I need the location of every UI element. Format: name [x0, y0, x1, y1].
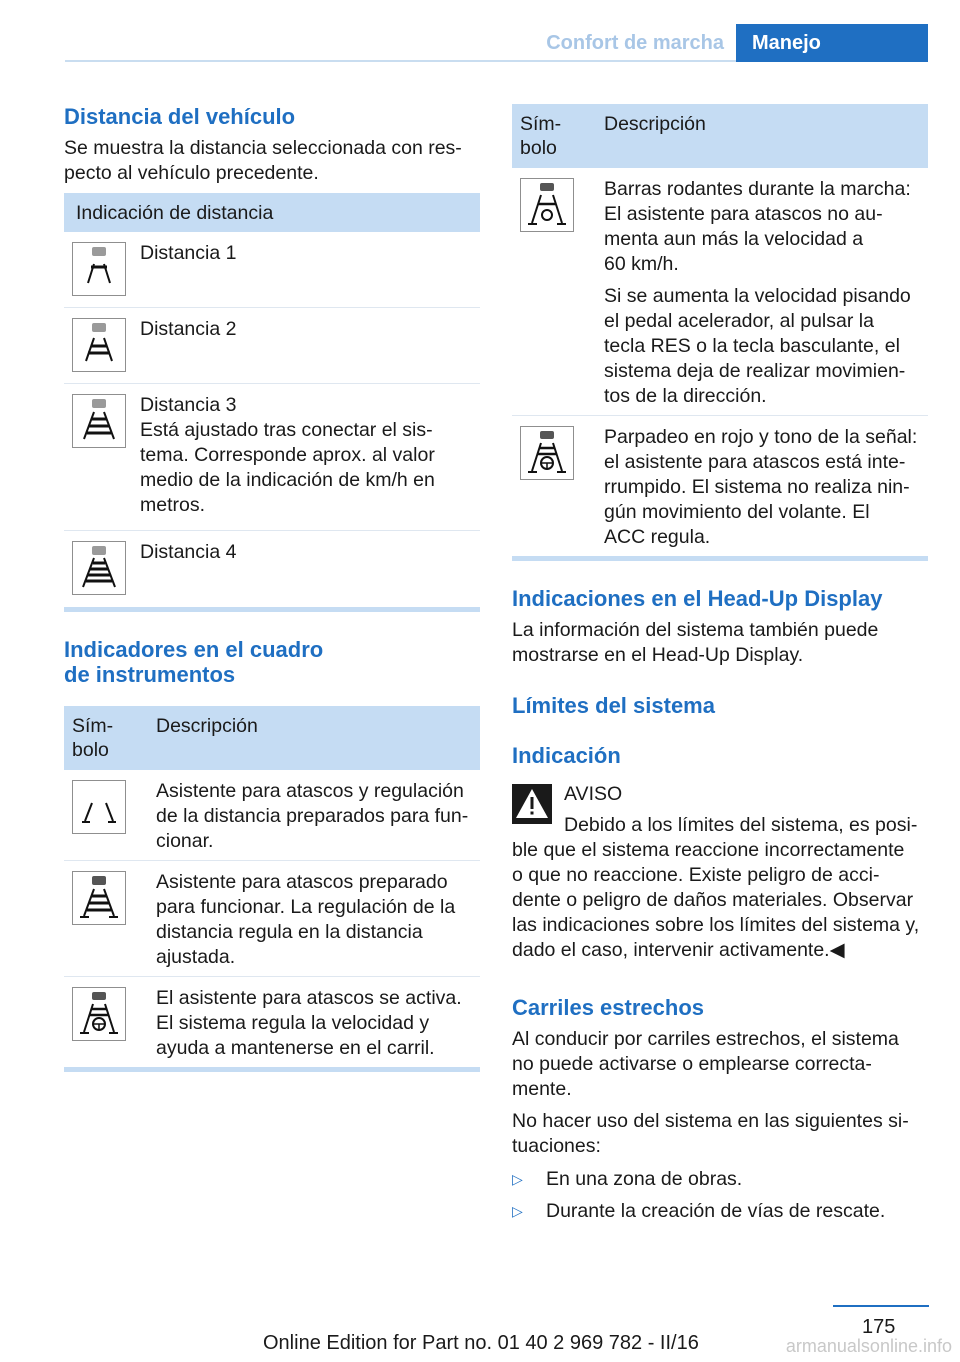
footer-rule	[833, 1305, 929, 1307]
table-end-bar	[64, 1067, 480, 1072]
distance-row	[64, 308, 480, 384]
distance-row	[64, 531, 480, 606]
symbol-row	[64, 861, 480, 977]
col-symbol-label: Sím- bolo	[72, 715, 114, 761]
list-item-text: Durante la creación de vías de rescate.	[546, 1200, 886, 1222]
traffic-jam-active-icon	[72, 987, 126, 1041]
warning-icon	[512, 784, 552, 829]
distance-table-header-label: Indicación de distancia	[76, 202, 274, 224]
list-item	[512, 1199, 928, 1224]
distance-1-icon	[72, 242, 126, 296]
symbol-row-text: Asistente para atascos preparado para funcionar. La regulación de la distancia regula en la distancia ajustada.	[156, 871, 456, 968]
symbol-row-text-extra: Si se aumenta la velocidad pisando el pedal acelerador, al pulsar la tecla RES o la tecla basculante, el sistema deja de realizar movimien- tos de la dirección.	[604, 285, 911, 407]
traffic-jam-ready-icon	[72, 871, 126, 925]
instruments-table-header	[64, 706, 480, 770]
col-description-label: Descripción	[604, 113, 706, 135]
distance-row-text: Distancia 2	[140, 318, 237, 340]
narrow-lanes-text-2: No hacer uso del sistema en las siguientes si- tuaciones:	[512, 1110, 909, 1157]
hud-text: La información del sistema también puede mostrarse en el Head-Up Display.	[512, 619, 879, 666]
list-item	[512, 1167, 928, 1192]
symbol-row-text: Asistente para atascos y regulación de la distancia preparados para fun- cionar.	[156, 780, 469, 852]
warning-text: ble que el sistema reaccione incorrectamente o que no reaccione. Existe peligro de acci- dente o peligro de daños materiales. Observar las indicaciones sobre los límites del sistema y, dado el caso, intervenir activamente.◀	[512, 839, 920, 961]
instruments-heading: Indicadores en el cuadro de instrumentos	[64, 637, 324, 687]
header-section: Confort de marcha	[546, 32, 724, 54]
table-end-bar	[512, 556, 928, 561]
distance-row-text: Distancia 3 Está ajustado tras conectar el sis- tema. Corresponde aprox. al valor medio de la indicación de km/h en metros.	[140, 394, 435, 516]
symbol-row-text: Parpadeo en rojo y tono de la señal: el asistente para atascos está inte- rrumpido. El sistema no realiza nin- gún movimiento del volante. El ACC regula.	[604, 426, 918, 548]
narrow-lanes-heading: Carriles estrechos	[512, 995, 704, 1020]
rolling-bars-icon	[520, 178, 574, 232]
bullet-triangle-icon: ▷	[512, 1171, 523, 1187]
symbols-table-header	[512, 104, 928, 168]
warning-block	[512, 782, 928, 962]
col-symbol-label: Sím- bolo	[520, 113, 562, 159]
symbol-row-text: Barras rodantes durante la marcha: El asistente para atascos no au- menta aun más la velocidad a 60 km/h.	[604, 178, 911, 275]
distance-row-text: Distancia 1	[140, 242, 237, 264]
distance-2-icon	[72, 318, 126, 372]
distance-row-text: Distancia 4	[140, 541, 237, 563]
symbol-row	[64, 977, 480, 1067]
edition-footer: Online Edition for Part no. 01 40 2 969 782 - II/16	[263, 1332, 699, 1354]
distance-heading: Distancia del vehículo	[64, 104, 296, 129]
bullet-triangle-icon: ▷	[512, 1203, 523, 1219]
watermark: armanualsonline.info	[785, 1336, 952, 1356]
distance-table-header	[64, 193, 480, 232]
symbol-row	[512, 416, 928, 556]
warning-label: AVISO	[564, 783, 623, 805]
distance-row	[64, 232, 480, 308]
hud-heading: Indicaciones en el Head-Up Display	[512, 586, 883, 611]
symbol-row-text: El asistente para atascos se activa. El sistema regula la velocidad y ayuda a mantenerse en el carril.	[156, 987, 462, 1059]
lane-lines-icon	[72, 780, 126, 834]
symbol-row	[512, 168, 928, 416]
symbol-row	[64, 770, 480, 861]
red-blink-icon	[520, 426, 574, 480]
header-tab: Manejo	[736, 24, 928, 62]
distance-3-icon	[72, 394, 126, 448]
distance-4-icon	[72, 541, 126, 595]
distance-row	[64, 384, 480, 531]
distance-intro: Se muestra la distancia seleccionada con res- pecto al vehículo precedente.	[64, 137, 462, 184]
page-header	[0, 24, 960, 62]
page-number: 175	[862, 1316, 896, 1338]
list-item-text: En una zona de obras.	[546, 1168, 743, 1190]
limits-heading: Límites del sistema	[512, 693, 715, 718]
narrow-lanes-text: Al conducir por carriles estrechos, el sistema no puede activarse o emplearse correcta- mente.	[512, 1028, 899, 1100]
warning-first-line: Debido a los límites del sistema, es posi-	[564, 814, 918, 836]
col-description-label: Descripción	[156, 715, 258, 737]
table-end-bar	[64, 607, 480, 612]
indication-heading: Indicación	[512, 743, 621, 768]
